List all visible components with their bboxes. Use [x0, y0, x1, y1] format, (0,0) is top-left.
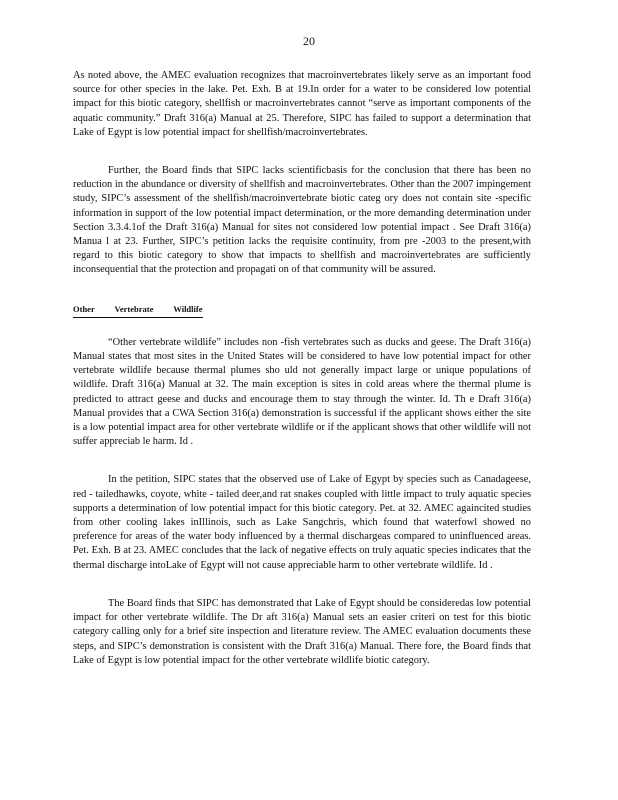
paragraph-macroinvertebrates-food-source: As noted above, the AMEC evaluation recognizes that macroinvertebrates likely serve as an important food source for other species in the lake. Pet. Exh. B at 19.In order for a water to be considered low potential impact for this biotic category, shellfish or macroinvertebrates cannot “serve as important components of the aquatic community.” Draft 316(a) Manual at 25. Therefore, SIPC has failed to support a determination that Lake of Egypt is low potential impact for shellfish/macroinvertebrates. — [73, 70, 531, 138]
section-heading-other-vertebrate-wildlife: Other Vertebrate Wildlife — [73, 302, 203, 318]
paragraph-board-findings-shellfish: Further, the Board finds that SIPC lacks scientificbasis for the conclusion that there has been no reduction in the abundance or diversity of shellfish and macroinvertebrates. Other than the 2007 impingement study, SIPC’s assessment of the shellfish/macroinvertebrate biotic categ ory does not contain site -specific information in support of the low potential impact determination, or the more demanding determination under Section 3.3.4.1of the Draft 316(a) Manual for sites not considered low potential impact . See Draft 316(a) Manua l at 23. Further, SIPC’s petition lacks the requisite continuity, from pre -2003 to the present,with regard to this biotic category to show that impacts to shellfish and macroinvertebrates are sufficiently inconsequential that the protection and propagati on of that community will be assured. — [73, 165, 531, 276]
page-body — [73, 69, 531, 668]
paragraph-other-vertebrate-wildlife-definition: “Other vertebrate wildlife” includes non -fish vertebrates such as ducks and geese. The Draft 316(a) Manual states that most sites in the United States will be considered to have low potential impact for other vertebrate wildlife because thermal plumes sho uld not generally impact large or unique populations of wildlife. Draft 316(a) Manual at 32. The main exception is sites in cold areas where the thermal plume is predicted to attract geese and ducks and encourage them to stay through the winter. Id. Th e Draft 316(a) Manual provides that a CWA Section 316(a) demonstration is successful if the applicant shows either the site is a low potential impact area for other vertebrate wildlife or if the applicant shows that other wildlife will not suffer appreciab le harm. Id . — [73, 336, 531, 448]
paragraph-board-finding-low-impact: The Board finds that SIPC has demonstrated that Lake of Egypt should be consideredas low potential impact for other vertebrate wildlife. The Dr aft 316(a) Manual sets an easier criteri on test for this biotic category calling only for a brief site inspection and literature review. The AMEC evaluation documents these steps, and SIPC’s demonstration is consistent with the Draft 316(a) Manual. There fore, the Board finds that Lake of Egypt is low potential impact for the other vertebrate wildlife biotic category. — [73, 597, 531, 666]
paragraph-petition-observed-species: In the petition, SIPC states that the observed use of Lake of Egypt by species such as Canadageese, red - tailedhawks, coyote, white - tailed deer,and rat snakes coupled with little impact to truly aquatic species supports a determination of low potential impact for this biotic category. Pet. at 32. AMEC againcited studies from other cooling lakes inIllinois, such as Lake Sangchris, which found that waterfowl showed no preference for areas of the water body influenced by a thermal dischargeas compared to uninfluenced areas. Pet. Exh. B at 23. AMEC concludes that the lack of negative effects on truly aquatic species indicates that the thermal discharge intoLake of Egypt will not cause appreciable harm to other vertebrate wildlife. Id . — [73, 474, 531, 571]
page-number: 20 — [303, 34, 315, 48]
